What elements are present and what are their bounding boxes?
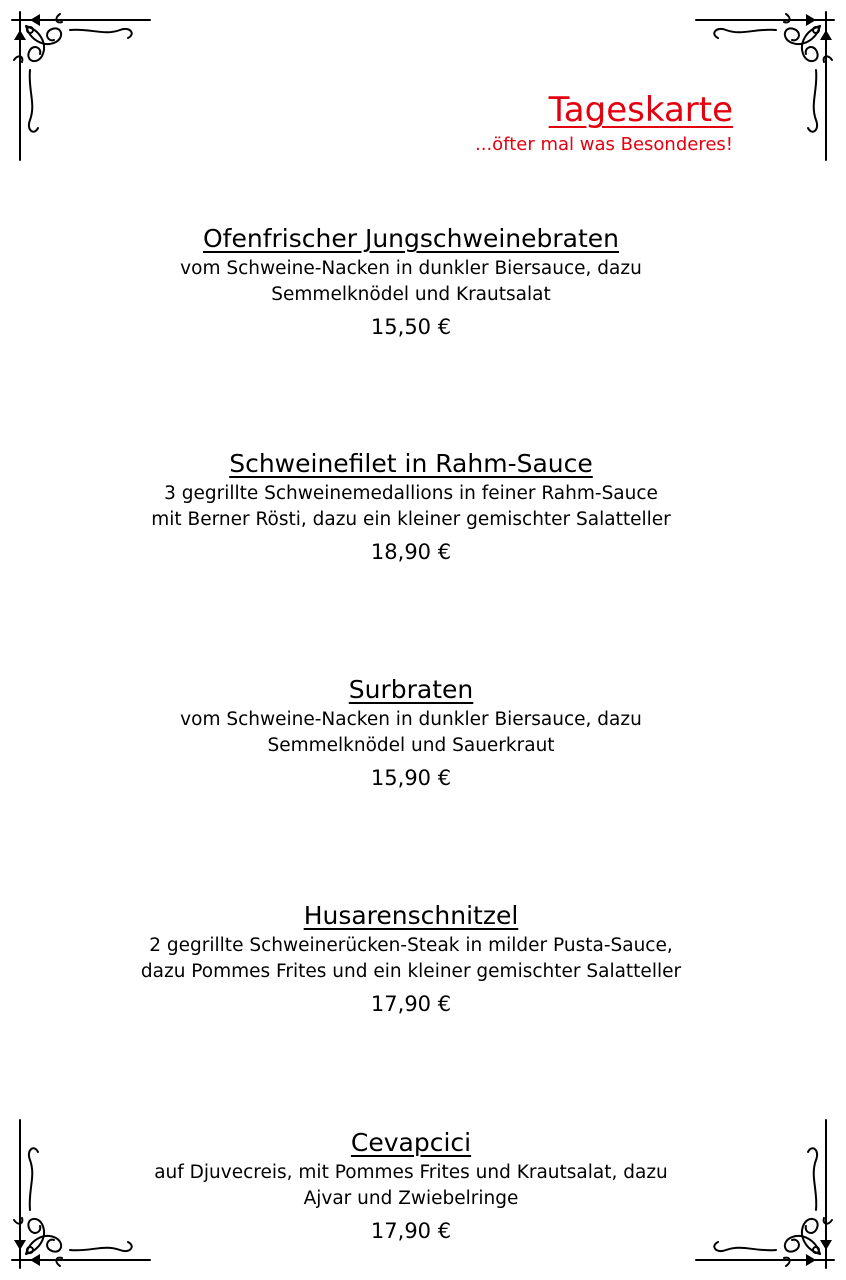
dish-item: [0, 222, 822, 342]
menu-header: [475, 88, 733, 156]
dish-price: 15,50 €: [370, 315, 452, 339]
dish-item: [0, 899, 822, 1019]
dish-description-line: vom Schweine-Nacken in dunkler Biersauce, dazu: [180, 258, 642, 279]
dish-description-line: dazu Pommes Frites und ein kleiner gemischter Salatteller: [140, 961, 682, 982]
dish-description-line: Ajvar und Zwiebelringe: [303, 1188, 519, 1209]
dish-price: 17,90 €: [370, 1219, 452, 1243]
dish-description-line: 2 gegrillte Schweinerücken-Steak in milder Pusta-Sauce,: [149, 935, 673, 956]
dish-name: Schweinefilet in Rahm-Sauce: [229, 449, 593, 478]
dish-description-line: auf Djuvecreis, mit Pommes Frites und Krautsalat, dazu: [154, 1162, 668, 1183]
page-subtitle: ...öfter mal was Besonderes!: [475, 134, 733, 155]
dish-name: Cevapcici: [350, 1128, 472, 1157]
dish-description-line: 3 gegrillte Schweinemedallions in feiner Rahm-Sauce: [164, 483, 658, 504]
ornament-corner-top-left: [0, 0, 150, 160]
dish-item: [0, 1126, 822, 1246]
dish-price: 17,90 €: [370, 992, 452, 1016]
ornament-icon: [0, 0, 150, 160]
dish-description-line: mit Berner Rösti, dazu ein kleiner gemischter Salatteller: [151, 509, 671, 530]
dish-description-line: Semmelknödel und Sauerkraut: [267, 735, 555, 756]
dish-price: 18,90 €: [370, 540, 452, 564]
dish-name: Surbraten: [348, 675, 474, 704]
dish-description-line: Semmelknödel und Krautsalat: [271, 284, 551, 305]
dish-price: 15,90 €: [370, 766, 452, 790]
page-title: Tageskarte: [548, 90, 733, 130]
dish-name: Ofenfrischer Jungschweinebraten: [203, 224, 619, 253]
dish-name: Husarenschnitzel: [303, 901, 519, 930]
dish-description-line: vom Schweine-Nacken in dunkler Biersauce, dazu: [180, 709, 642, 730]
dish-item: [0, 673, 822, 793]
dish-item: [0, 447, 822, 567]
